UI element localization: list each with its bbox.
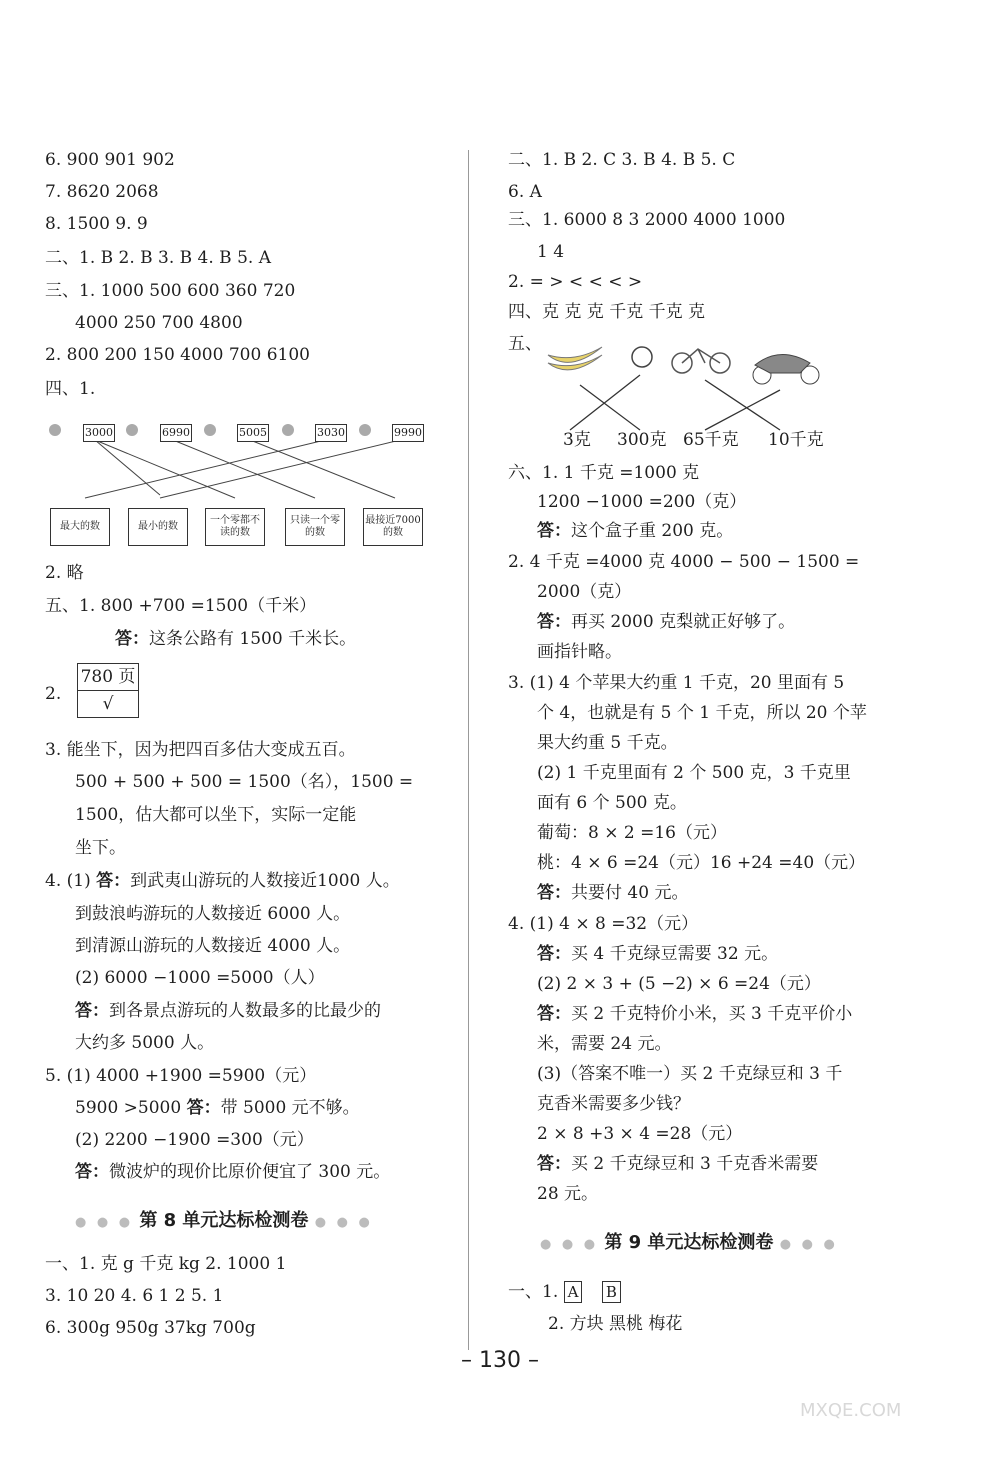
number-box: 3030 [315, 424, 347, 442]
answer-label: 答： [537, 521, 571, 541]
answer-line: 2 × 8 +3 × 4 =28（元） [537, 1124, 743, 1144]
motorcycle-icon [753, 354, 819, 384]
answer-box [77, 663, 139, 718]
dots-decoration: ● ● ● [75, 1215, 134, 1230]
answer-line: 到清源山游玩的人数接近 4000 人。 [75, 936, 351, 956]
section-title [75, 1206, 373, 1232]
answer-line [537, 610, 795, 634]
answer-line [537, 881, 688, 905]
answer-text: 这个盒子重 200 克。 [571, 521, 734, 541]
check-mark: √ [78, 690, 138, 717]
item-number: 一、1. [508, 1282, 559, 1302]
answer-line: 6. A [508, 182, 542, 202]
answer-line: 3. 10 20 4. 6 1 2 5. 1 [45, 1286, 224, 1306]
answer-line: 五、 [508, 334, 542, 354]
answer-line: 桃：4 × 6 =24（元）16 +24 =40（元） [537, 853, 866, 873]
answer-label: 答： [537, 1004, 571, 1024]
answer-line: 2. 略 [45, 563, 84, 583]
answer-label: 答： [96, 871, 131, 891]
answer-line: (2) 6000 −1000 =5000（人） [75, 968, 325, 988]
answer-line: 1200 −1000 =200（克） [537, 492, 747, 512]
number-box: 3000 [83, 424, 115, 442]
answer-line: 2. = > < < < > [508, 272, 643, 292]
banana-icon [548, 347, 602, 370]
answer-line: 一、1. 克 g 千克 kg 2. 1000 1 [45, 1254, 287, 1274]
answer-line: 6. 300g 950g 37kg 700g [45, 1318, 256, 1338]
weight-label: 10千克 [768, 430, 824, 450]
section-title-text: 第 9 单元达标检测卷 [604, 1232, 774, 1253]
bicycle-icon [672, 349, 730, 373]
section-title [540, 1228, 838, 1254]
section-title-text: 第 8 单元达标检测卷 [139, 1210, 309, 1231]
item-number: 4. (1) [45, 871, 97, 891]
column-divider [468, 150, 469, 1350]
answer-line: 六、1. 1 千克 =1000 克 [508, 463, 700, 483]
answer-line: 1 4 [537, 242, 565, 262]
answer-line: 5. (1) 4000 +1900 =5900（元） [45, 1066, 317, 1086]
answer-line: (2) 2 × 3 + (5 −2) × 6 =24（元） [537, 974, 821, 994]
answer-line [75, 1096, 360, 1120]
answer-text: 共要付 40 元。 [571, 883, 689, 903]
page-number: – 130 – [461, 1348, 539, 1373]
answer-line: 4. (1) 4 × 8 =32（元） [508, 914, 699, 934]
answer-line: 500 + 500 + 500 = 1500（名），1500 = [75, 772, 414, 792]
answer-line: 2. 方块 黑桃 梅花 [548, 1314, 683, 1334]
chick-icon [126, 424, 138, 436]
label-box: 最小的数 [128, 508, 188, 546]
answer-line: 五、1. 800 +700 =1500（千米） [45, 596, 317, 616]
answer-line: 1500，估大都可以坐下，实际一定能 [75, 805, 357, 825]
number-box: 6990 [160, 424, 192, 442]
label-box: 最大的数 [50, 508, 110, 546]
answer-text: 买 2 千克绿豆和 3 千克香米需要 [571, 1154, 819, 1174]
number-box: 5005 [237, 424, 269, 442]
answer-line [537, 519, 733, 543]
answer-line: 二、1. B 2. B 3. B 4. B 5. A [45, 248, 271, 268]
dots-decoration: ● ● ● [314, 1215, 373, 1230]
answer-text: 买 4 千克绿豆需要 32 元。 [571, 944, 779, 964]
answer-line: 3. 能坐下，因为把四百多估大变成五百。 [45, 740, 356, 760]
answer-line: 28 元。 [537, 1184, 599, 1204]
answer-label: 答： [537, 883, 571, 903]
answer-line: 葡萄：8 × 2 =16（元） [537, 823, 727, 843]
answer-line: (2) 2200 −1900 =300（元） [75, 1130, 314, 1150]
chick-icon [359, 424, 371, 436]
answer-line: 三、1. 1000 500 600 360 720 [45, 281, 296, 301]
answer-line: 个 4，也就是有 5 个 1 千克，所以 20 个苹 [537, 703, 867, 723]
answer-line: 7. 8620 2068 [45, 182, 159, 202]
answer-line: 2. 4 千克 =4000 克 4000 − 500 − 1500 = [508, 552, 860, 572]
label-box: 只读一个零的数 [285, 508, 345, 546]
answer-line: 8. 1500 9. 9 [45, 214, 148, 234]
answer-text: 带 5000 元不够。 [220, 1098, 360, 1118]
answer-line: 6. 900 901 902 [45, 150, 175, 170]
answer-line: 坐下。 [75, 838, 126, 858]
chick-icon [49, 424, 61, 436]
dots-decoration: ● ● ● [779, 1237, 838, 1252]
answer-line: 果大约重 5 千克。 [537, 733, 678, 753]
answer-line [75, 1160, 390, 1184]
answer-label: 答： [537, 612, 571, 632]
answer-text: 买 2 千克特价小米，买 3 千克平价小 [571, 1004, 853, 1024]
chick-icon [204, 424, 216, 436]
answer-line [537, 942, 778, 966]
answer-line: 4000 250 700 4800 [75, 313, 243, 333]
weight-label: 3克 [563, 430, 591, 450]
answer-label: 答： [115, 629, 149, 649]
answer-line: 2. [45, 684, 62, 704]
answer-line: 四、1. [45, 379, 96, 399]
coin-icon [632, 347, 652, 367]
chick-icon [282, 424, 294, 436]
letter-box: B [602, 1281, 621, 1303]
dots-decoration: ● ● ● [540, 1237, 599, 1252]
answer-line: 三、1. 6000 8 3 2000 4000 1000 [508, 210, 786, 230]
answer-line: 面有 6 个 500 克。 [537, 793, 687, 813]
watermark: MXQE.COM [800, 1400, 902, 1421]
answer-label: 答： [75, 1162, 109, 1182]
answer-line: 二、1. B 2. C 3. B 4. B 5. C [508, 150, 736, 170]
box-top: 780 页 [80, 667, 136, 687]
weight-label: 65千克 [683, 430, 739, 450]
answer-text: 微波炉的现价比原价便宜了 300 元。 [109, 1162, 391, 1182]
answer-line [508, 1280, 621, 1304]
answer-line: 画指针略。 [537, 642, 622, 662]
matching-diagram [45, 410, 435, 555]
label-box: 一个零都不读的数 [205, 508, 265, 546]
answer-line: (2) 1 千克里面有 2 个 500 克，3 千克里 [537, 763, 851, 783]
answer-text: 这条公路有 1500 千米长。 [149, 629, 357, 649]
answer-text: 到武夷山游玩的人数接近1000 人。 [130, 871, 400, 891]
answer-line: 3. (1) 4 个苹果大约重 1 千克，20 里面有 5 [508, 673, 845, 693]
inequality: 5900 >5000 [75, 1098, 187, 1118]
answer-line [45, 869, 400, 893]
answer-line: (3)（答案不唯一）买 2 千克绿豆和 3 千 [537, 1064, 843, 1084]
answer-line: 2000（克） [537, 582, 632, 602]
label-box: 最接近7000的数 [363, 508, 423, 546]
answer-line: 米，需要 24 元。 [537, 1034, 672, 1054]
answer-line: 大约多 5000 人。 [75, 1033, 215, 1053]
answer-line: 克香米需要多少钱？ [537, 1094, 690, 1114]
answer-line: 四、克 克 克 千克 千克 克 [508, 302, 706, 322]
answer-line: 2. 800 200 150 4000 700 6100 [45, 345, 310, 365]
number-box: 9990 [392, 424, 424, 442]
answer-line [537, 1002, 852, 1026]
answer-text: 再买 2000 克梨就正好够了。 [571, 612, 796, 632]
letter-box: A [564, 1281, 583, 1303]
answer-label: 答： [537, 944, 571, 964]
answer-label: 答： [75, 1001, 109, 1021]
answer-line [115, 627, 356, 651]
answer-line [75, 999, 381, 1023]
answer-text: 到各景点游玩的人数最多的比最少的 [109, 1001, 381, 1021]
answer-line [537, 1152, 818, 1176]
answer-label: 答： [186, 1098, 221, 1118]
weight-label: 300克 [617, 430, 667, 450]
answer-line: 到鼓浪屿游玩的人数接近 6000 人。 [75, 904, 351, 924]
answer-label: 答： [537, 1154, 571, 1174]
